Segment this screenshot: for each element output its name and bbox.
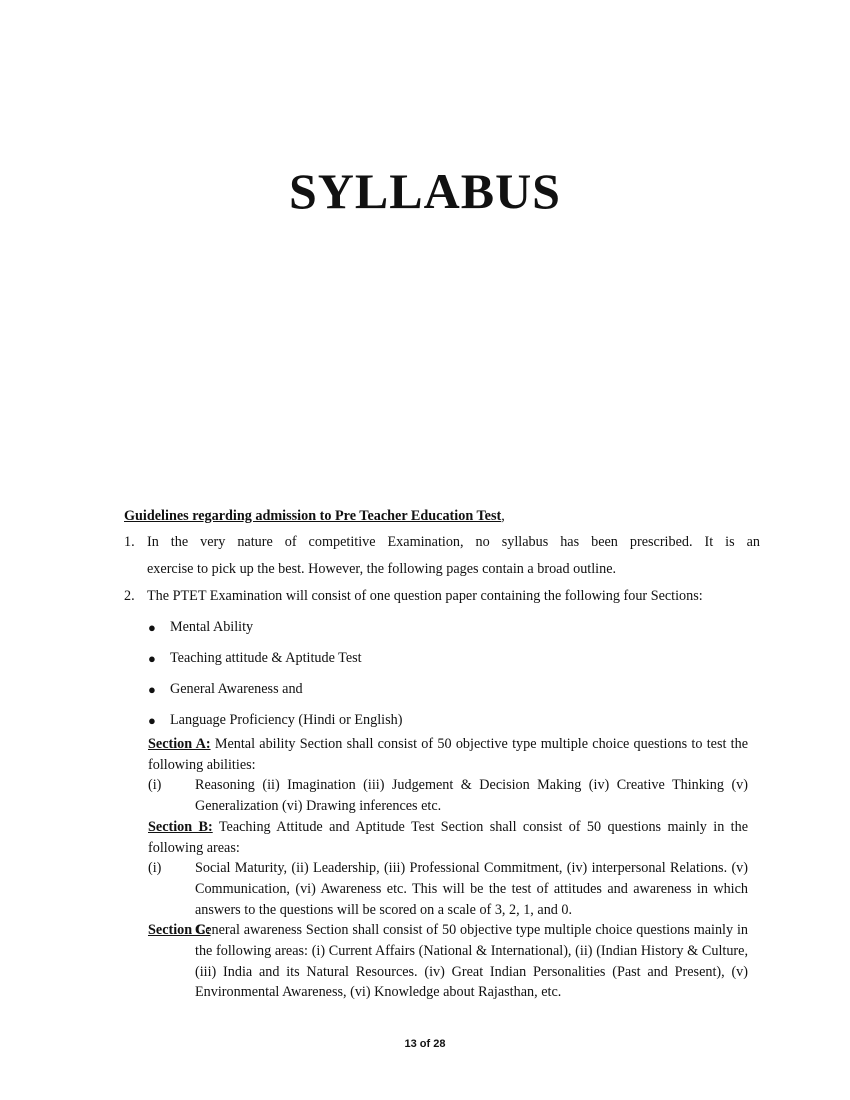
guideline-item-line: exercise to pick up the best. However, the following pages contain a broad outline.: [147, 561, 617, 577]
guideline-item-number: 2.: [124, 588, 135, 604]
section-c-text: General awareness Section shall consist of 50 objective type multiple choice questions mainly in the following areas: (i) Current Affairs (National & International), (ii) (Indian History & Culture, (iii) India and its Natural Resources. (iv) Great Indian Personalities (Past and Present), (v) Environmental Awareness, (vi) Knowledge about Rajasthan, etc.: [195, 922, 748, 1001]
bullet-icon: ●: [148, 713, 156, 728]
guideline-item-line: The PTET Examination will consist of one question paper containing the following four Sections:: [147, 588, 703, 604]
list-item-text: General Awareness and: [170, 681, 303, 697]
section-b-label: Section B:: [148, 818, 213, 835]
section-b-text: Teaching Attitude and Aptitude Test Section shall consist of 50 questions mainly in the following areas:: [148, 818, 748, 856]
sections-bullet-list: [148, 612, 760, 736]
list-item: [148, 612, 760, 643]
list-item: [148, 674, 760, 705]
guidelines-heading-punct: ,: [501, 508, 505, 524]
guideline-item-number: 1.: [124, 534, 135, 550]
bullet-icon: ●: [148, 620, 156, 635]
list-item-text: Language Proficiency (Hindi or English): [170, 712, 403, 728]
list-item-text: Teaching attitude & Aptitude Test: [170, 650, 362, 666]
guidelines-heading-text: Guidelines regarding admission to Pre Teacher Education Test: [124, 508, 502, 524]
section-a: [148, 734, 748, 775]
section-b-item-text: Social Maturity, (ii) Leadership, (iii) Professional Commitment, (iv) interpersonal Relations. (v) Communication, (vi) Awareness etc. This will be the test of attitudes and awareness in which answers to the questions will be scored on a scale of 3, 2, 1, and 0.: [195, 860, 748, 918]
guideline-item-line: In the very nature of competitive Examination, no syllabus has been prescribed. It is an: [147, 534, 760, 550]
bullet-icon: ●: [148, 682, 156, 697]
list-item: [148, 643, 760, 674]
section-c-label: Section C:: [148, 922, 211, 939]
section-a-item: [148, 775, 748, 816]
guideline-item-1: [124, 529, 760, 583]
list-item: [148, 705, 760, 736]
main-content: [124, 506, 760, 1003]
section-a-label: Section A:: [148, 736, 211, 752]
section-a-item-number: (i): [148, 777, 162, 794]
guideline-item-2: [124, 583, 760, 610]
section-b: [148, 817, 748, 858]
page-title: SYLLABUS: [289, 163, 561, 219]
page-number: 13 of 28: [404, 1038, 446, 1050]
section-a-item-text: Reasoning (ii) Imagination (iii) Judgement & Decision Making (iv) Creative Thinking (v) Generalization (vi) Drawing inferences etc.: [195, 777, 748, 815]
bullet-icon: ●: [148, 651, 156, 666]
section-a-text: Mental ability Section shall consist of 50 objective type multiple choice questions to test the following abilities:: [148, 736, 748, 773]
section-b-item: [148, 858, 748, 920]
section-b-item-number: (i): [148, 860, 162, 877]
guidelines-heading: [124, 506, 760, 526]
section-c: [148, 920, 748, 1003]
list-item-text: Mental Ability: [170, 619, 254, 635]
